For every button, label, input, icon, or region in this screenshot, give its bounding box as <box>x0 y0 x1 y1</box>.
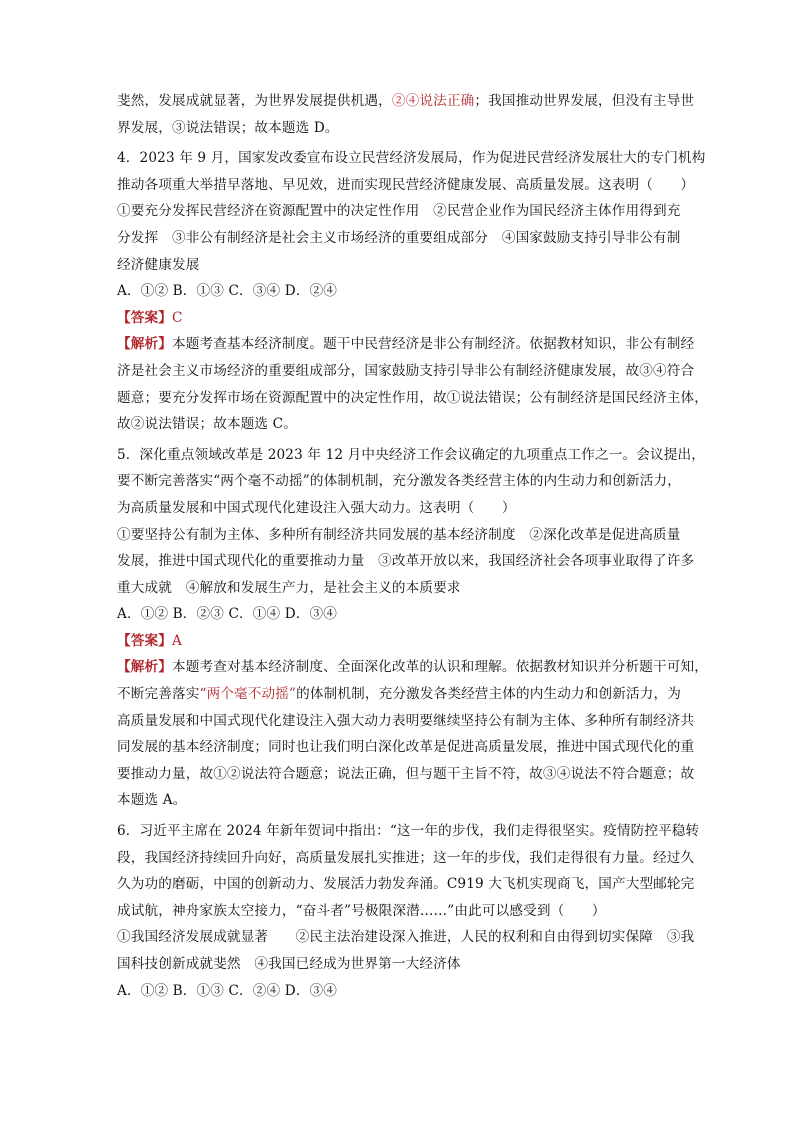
q4-stem-line: 推动各项重大举措早落地、早见效，进而实现民营经济健康发展、高质量发展。这表明（ ） <box>117 176 695 193</box>
analysis-label: 【解析】 <box>117 659 172 676</box>
q6-stem-line: 久为功的磨砺，中国的创新动力、发展活力勃发奔涌。C919 大飞机实现商飞，国产大型邮轮完 <box>117 876 695 893</box>
q5-stem-line: 5．深化重点领域改革是 2023 年 12 月中央经济工作会议确定的九项重点工作之一。会议提出， <box>117 446 705 463</box>
q4-analysis-line <box>117 331 707 358</box>
q6-statement-line: 国科技创新成就斐然 ④我国已经成为世界第一大经济体 <box>117 956 461 972</box>
q5-stem-line: 要不断完善落实“两个毫不动摇”的体制机制，充分激发各类经营主体的内生动力和创新活力， <box>117 473 681 490</box>
q5-stem-line: 为高质量发展和中国式现代化建设注入强大动力。这表明（ ） <box>117 499 516 516</box>
q5-analysis-line: 要推动力量，故①②说法符合题意；说法正确，但与题干主旨不符，故③④说法不符合题意；故 <box>117 765 695 782</box>
q5-statement-line: ①要坚持公有制为主体、多种所有制经济共同发展的基本经济制度 ②深化改革是促进高质量 <box>117 526 681 543</box>
q6-statement-line: ①我国经济发展成就显著 ②民主法治建设深入推进，人民的权利和自由得到切实保障 ③我 <box>117 929 695 946</box>
analysis-label: 【解析】 <box>117 336 172 353</box>
q5-analysis-line <box>117 681 707 708</box>
analysis-text: 本题考查基本经济制度。题干中民营经济是非公有制经济。依据教材知识，非公有制经 <box>171 336 695 353</box>
prev-analysis-text: 斐然，发展成就显著，为世界发展提供机遇， <box>117 93 392 109</box>
prev-analysis-text: ；我国推动世界发展，但没有主导世 <box>474 93 695 109</box>
answer-label: 【答案】 <box>117 309 172 326</box>
q5-statement-line: 发展，推进中国式现代化的重要推动力量 ③改革开放以来，我国经济社会各项事业取得了许多 <box>117 553 695 570</box>
q6-options: A．①② B．①③ C．②④ D．③④ <box>117 982 338 999</box>
analysis-text: 不断完善落实 <box>117 686 200 703</box>
analysis-text: 的体制机制，充分激发各类经营主体的内生动力和创新活力，为 <box>296 686 681 703</box>
prev-analysis-line-1 <box>117 88 707 115</box>
q4-stem-line: 4．2023 年 9 月，国家发改委宣布设立民营经济发展局，作为促进民营经济发展壮大的专门机构 <box>117 150 706 167</box>
highlighted-conclusion: ②④说法正确 <box>391 93 475 109</box>
prev-analysis-line-2: 界发展，③说法错误；故本题选 D。 <box>117 119 339 136</box>
q6-stem-line: 段，我国经济持续回升向好，高质量发展扎实推进；这一年的步伐，我们走得很有力量。经过久 <box>117 849 695 866</box>
q4-options: A．①② B．①③ C．③④ D．②④ <box>117 283 338 300</box>
analysis-text: 本题考查对基本经济制度、全面深化改革的认识和理解。依据教材知识并分析题干可知， <box>171 659 708 676</box>
q5-statement-line: 重大成就 ④解放和发展生产力，是社会主义的本质要求 <box>117 579 461 596</box>
q4-answer <box>117 305 707 332</box>
q6-stem-line: 成试航，神舟家族太空接力，“奋斗者”号极限深潜……”由此可以感受到（ ） <box>117 902 606 919</box>
q6-stem-line: 6．习近平主席在 2024 年新年贺词中指出：“这一年的步伐，我们走得很坚实。疫情防控平稳转 <box>117 823 700 840</box>
q5-analysis-line: 本题选 A。 <box>117 792 187 809</box>
answer-value: C <box>171 309 183 326</box>
q4-statement-line: 分发挥 ③非公有制经济是社会主义市场经济的重要组成部分 ④国家鼓励支持引导非公有制 <box>117 229 681 246</box>
answer-value: A <box>171 632 182 649</box>
q5-analysis-line <box>117 654 707 681</box>
q4-statement-line: ①要充分发挥民营经济在资源配置中的决定性作用 ②民营企业作为国民经济主体作用得到充 <box>117 203 681 220</box>
q5-options: A．①② B．②③ C．①④ D．③④ <box>117 606 338 623</box>
q5-analysis-line: 同发展的基本经济制度；同时也让我们明白深化改革是促进高质量发展，推进中国式现代化的重 <box>117 739 695 756</box>
q4-statement-line: 经济健康发展 <box>117 256 200 273</box>
q4-analysis-line: 题意；要充分发挥市场在资源配置中的决定性作用，故①说法错误；公有制经济是国民经济主体， <box>117 389 708 406</box>
answer-label: 【答案】 <box>117 632 172 649</box>
q5-answer <box>117 628 707 655</box>
q5-analysis-line: 高质量发展和中国式现代化建设注入强大动力表明要继续坚持公有制为主体、多种所有制经济共 <box>117 712 695 729</box>
highlighted-phrase: “两个毫不动摇” <box>199 686 297 703</box>
document-page <box>117 88 707 1004</box>
q4-analysis-line: 济是社会主义市场经济的重要组成部分，国家鼓励支持引导非公有制经济健康发展，故③④符合 <box>117 362 695 379</box>
q4-analysis-line: 故②说法错误；故本题选 C。 <box>117 416 297 433</box>
